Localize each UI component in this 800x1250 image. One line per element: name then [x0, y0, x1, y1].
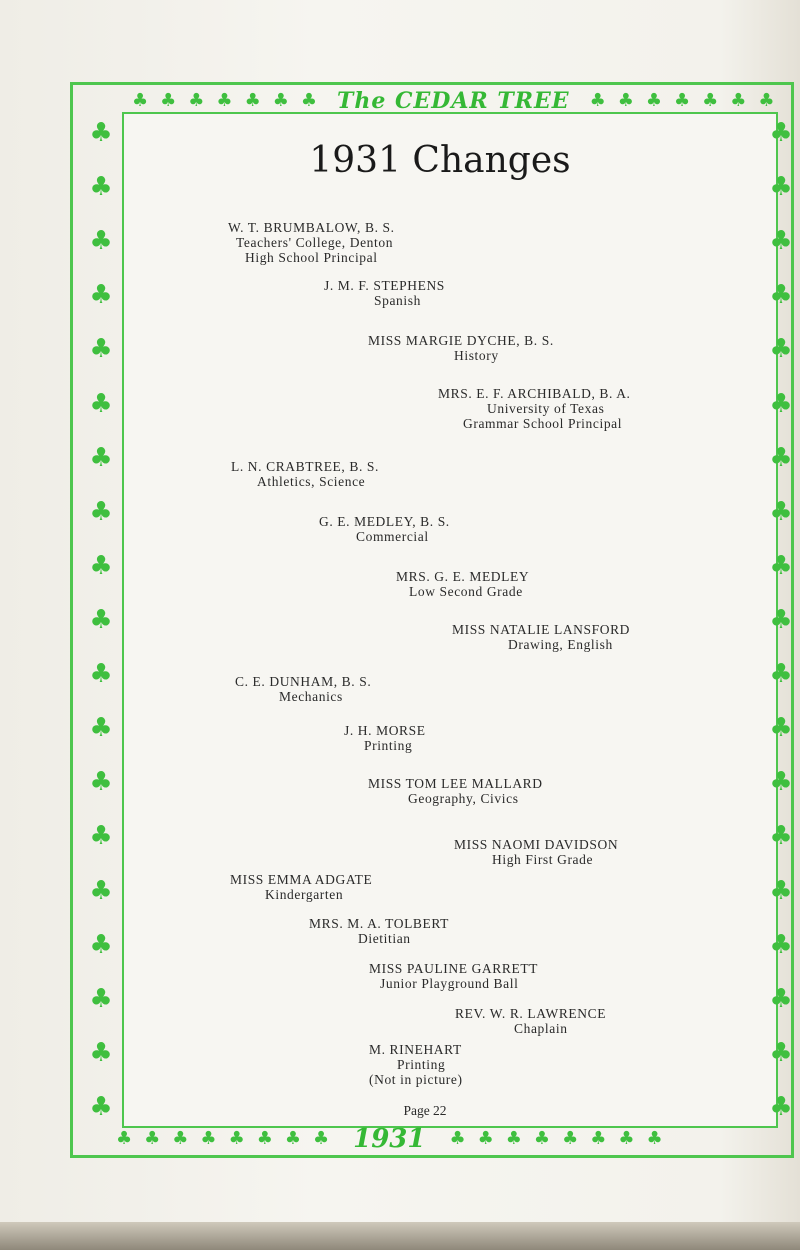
header-ornament [126, 88, 775, 114]
staff-detail: Printing [397, 1057, 446, 1072]
right-ornament-column [764, 120, 798, 1120]
staff-name: MISS TOM LEE MALLARD [368, 776, 543, 791]
staff-name: J. M. F. STEPHENS [324, 278, 445, 293]
cedar-tree-icon: ♣ [89, 659, 113, 690]
cedar-tree-icon: ♣ [172, 1128, 189, 1149]
footer-year: 1931 [353, 1124, 426, 1154]
staff-name: REV. W. R. LAWRENCE [455, 1006, 607, 1021]
staff-name: W. T. BRUMBALOW, B. S. [228, 220, 395, 235]
staff-name: C. E. DUNHAM, B. S. [235, 674, 372, 689]
cedar-tree-icon: ♣ [533, 1128, 551, 1149]
staff-entry [230, 872, 372, 902]
cedar-tree-icon: ♣ [769, 226, 793, 257]
cedar-tree-icon: ♣ [144, 1128, 161, 1149]
staff-detail: Junior Playground Ball [380, 976, 519, 991]
staff-detail: University of Texas [487, 401, 605, 416]
cedar-tree-icon: ♣ [769, 1091, 793, 1122]
cedar-tree-icon: ♣ [216, 90, 233, 111]
cedar-tree-icon: ♣ [617, 90, 634, 111]
page-title: 1931 Changes [309, 140, 571, 181]
cedar-tree-icon: ♣ [646, 1128, 663, 1149]
staff-name: MISS MARGIE DYCHE, B. S. [368, 333, 554, 348]
staff-detail: Teachers' College, Denton [236, 235, 394, 250]
staff-detail: Commercial [356, 529, 429, 544]
staff-name: MISS NATALIE LANSFORD [452, 622, 631, 637]
cedar-tree-icon: ♣ [769, 659, 793, 690]
cedar-tree-icon: ♣ [769, 767, 793, 798]
staff-entry [368, 776, 543, 806]
staff-name: G. E. MEDLEY, B. S. [319, 514, 450, 529]
cedar-tree-icon: ♣ [590, 1128, 607, 1149]
staff-detail: High First Grade [492, 852, 594, 867]
staff-name: MISS NAOMI DAVIDSON [454, 837, 619, 852]
staff-entry [454, 837, 618, 867]
staff-detail: History [454, 348, 499, 363]
staff-name: MRS. G. E. MEDLEY [396, 569, 530, 584]
staff-entry [396, 569, 529, 599]
cedar-tree-icon: ♣ [769, 821, 793, 852]
cedar-tree-icon: ♣ [300, 90, 317, 111]
staff-detail: Dietitian [358, 931, 411, 946]
staff-entry [368, 333, 554, 363]
cedar-tree-icon: ♣ [589, 90, 606, 111]
staff-name: L. N. CRABTREE, B. S. [231, 459, 379, 474]
staff-detail: Kindergarten [265, 887, 344, 902]
cedar-tree-icon: ♣ [769, 172, 793, 203]
cedar-tree-icon: ♣ [449, 1128, 466, 1149]
cedar-tree-icon: ♣ [200, 1128, 217, 1149]
cedar-tree-icon: ♣ [89, 550, 113, 581]
left-ornament-column [84, 120, 118, 1120]
cedar-tree-icon: ♣ [769, 388, 793, 419]
cedar-tree-icon: ♣ [89, 442, 113, 473]
cedar-tree-icon: ♣ [89, 983, 113, 1014]
cedar-tree-icon: ♣ [769, 118, 793, 148]
cedar-tree-icon: ♣ [645, 90, 662, 111]
staff-entry [369, 961, 538, 991]
cedar-tree-icon: ♣ [769, 983, 793, 1014]
cedar-tree-icon: ♣ [188, 90, 205, 111]
staff-name: J. H. MORSE [344, 723, 426, 738]
cedar-tree-icon: ♣ [89, 1037, 113, 1068]
staff-entry [231, 459, 379, 489]
cedar-tree-icon: ♣ [769, 442, 793, 473]
cedar-tree-icon: ♣ [312, 1128, 330, 1149]
cedar-tree-icon: ♣ [89, 767, 113, 798]
staff-detail: Printing [364, 738, 413, 753]
staff-name: MISS PAULINE GARRETT [369, 961, 539, 976]
staff-name: MRS. E. F. ARCHIBALD, B. A. [438, 386, 631, 401]
cedar-tree-icon: ♣ [116, 1128, 133, 1149]
cedar-tree-icon: ♣ [89, 280, 113, 311]
cedar-tree-icon: ♣ [228, 1128, 245, 1149]
cedar-tree-icon: ♣ [89, 226, 113, 257]
cedar-tree-icon: ♣ [89, 388, 113, 419]
cedar-tree-icon: ♣ [769, 875, 793, 906]
staff-detail: Grammar School Principal [463, 416, 623, 431]
staff-entry [455, 1006, 606, 1036]
staff-entry [235, 674, 371, 704]
cedar-tree-icon: ♣ [730, 90, 747, 111]
staff-entry [324, 278, 445, 308]
staff-entry [228, 220, 395, 265]
cedar-tree-icon: ♣ [89, 334, 113, 365]
page-edge [0, 1222, 800, 1250]
cedar-tree-icon: ♣ [89, 821, 113, 852]
staff-name: MISS EMMA ADGATE [230, 872, 373, 887]
cedar-tree-icon: ♣ [769, 1037, 793, 1068]
cedar-tree-icon: ♣ [769, 550, 793, 581]
staff-detail: Athletics, Science [257, 474, 366, 489]
magazine-title: The CEDAR TREE [336, 88, 570, 114]
staff-entry [369, 1042, 463, 1087]
staff-detail: Low Second Grade [409, 584, 523, 599]
cedar-tree-icon: ♣ [160, 90, 177, 111]
cedar-tree-icon: ♣ [769, 604, 793, 635]
cedar-tree-icon: ♣ [89, 496, 113, 527]
cedar-tree-icon: ♣ [477, 1128, 494, 1149]
staff-entry [344, 723, 426, 753]
cedar-tree-icon: ♣ [244, 90, 261, 111]
cedar-tree-icon: ♣ [758, 90, 775, 111]
staff-detail: Spanish [374, 293, 421, 308]
staff-entry [452, 622, 630, 652]
staff-detail: (Not in picture) [369, 1072, 463, 1087]
cedar-tree-icon: ♣ [702, 90, 719, 111]
cedar-tree-icon: ♣ [132, 90, 149, 111]
cedar-tree-icon: ♣ [272, 90, 289, 111]
staff-detail: Drawing, English [508, 637, 613, 652]
staff-entry [309, 916, 449, 946]
page-number: Page 22 [403, 1103, 447, 1118]
cedar-tree-icon: ♣ [89, 713, 113, 744]
cedar-tree-icon: ♣ [769, 713, 793, 744]
footer-ornament [110, 1124, 750, 1154]
cedar-tree-icon: ♣ [89, 172, 113, 203]
staff-detail: Geography, Civics [408, 791, 519, 806]
cedar-tree-icon: ♣ [769, 929, 793, 960]
cedar-tree-icon: ♣ [89, 1091, 113, 1122]
cedar-tree-icon: ♣ [562, 1128, 579, 1149]
cedar-tree-icon: ♣ [769, 334, 793, 365]
cedar-tree-icon: ♣ [618, 1128, 635, 1149]
cedar-tree-icon: ♣ [89, 604, 113, 635]
staff-entry [438, 386, 631, 431]
staff-name: M. RINEHART [369, 1042, 462, 1057]
cedar-tree-icon: ♣ [284, 1128, 301, 1149]
staff-entry [319, 514, 450, 544]
cedar-tree-icon: ♣ [256, 1128, 273, 1149]
cedar-tree-icon: ♣ [769, 496, 793, 527]
cedar-tree-icon: ♣ [89, 875, 113, 906]
staff-name: MRS. M. A. TOLBERT [309, 916, 450, 931]
cedar-tree-icon: ♣ [769, 280, 793, 311]
staff-detail: Mechanics [279, 689, 343, 704]
cedar-tree-icon: ♣ [505, 1128, 522, 1149]
cedar-tree-icon: ♣ [89, 118, 113, 148]
staff-detail: Chaplain [514, 1021, 568, 1036]
staff-detail: High School Principal [245, 250, 378, 265]
cedar-tree-icon: ♣ [89, 929, 113, 960]
cedar-tree-icon: ♣ [674, 90, 691, 111]
